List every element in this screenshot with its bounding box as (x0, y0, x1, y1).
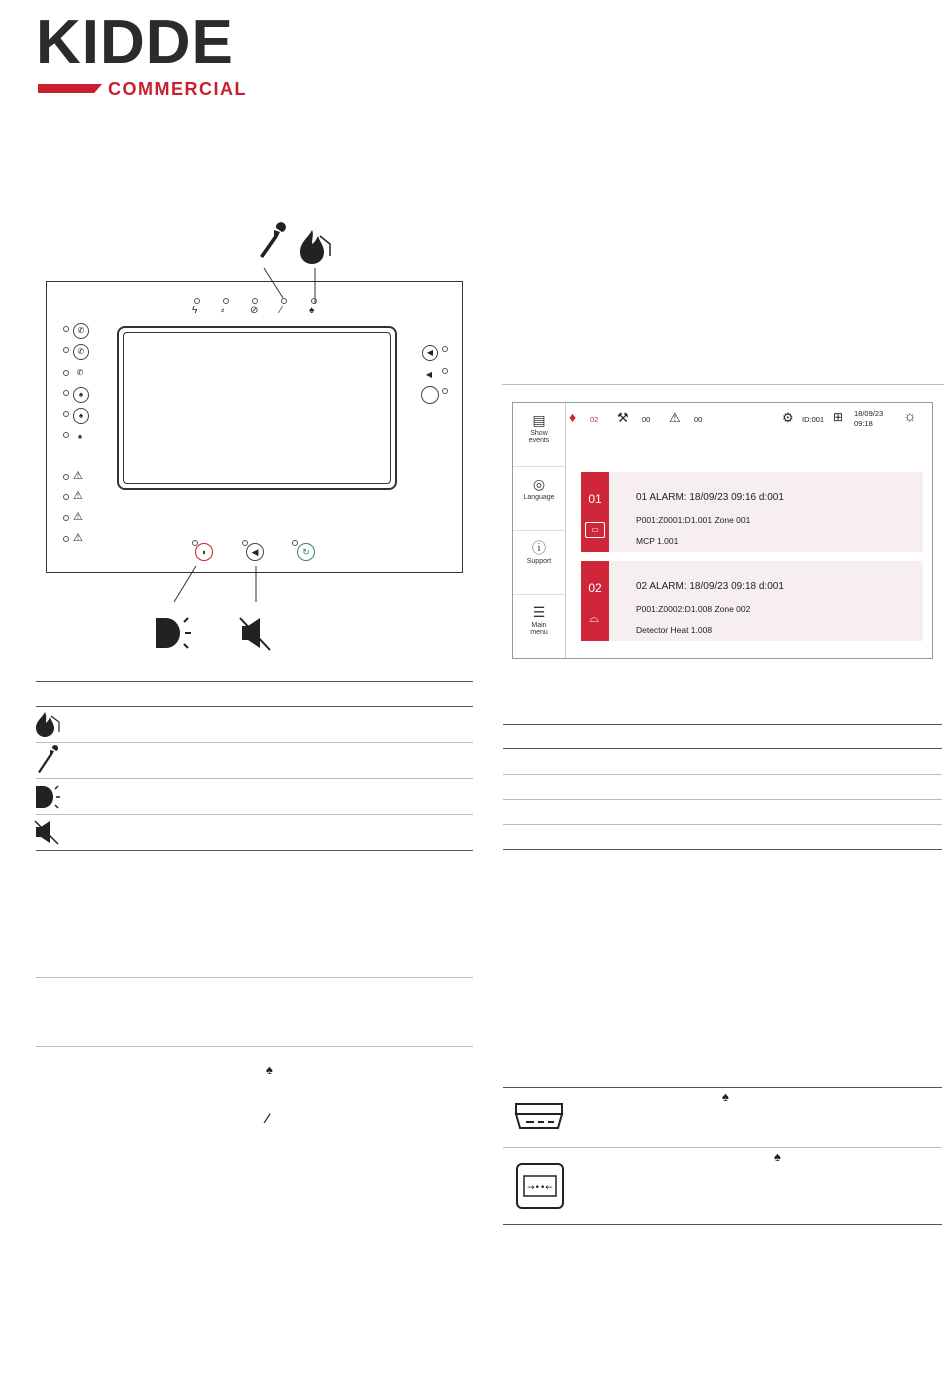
help-icon: ⓘ (532, 540, 546, 556)
globe-icon: ◎ (532, 476, 546, 492)
table-rule (503, 1087, 942, 1088)
wrench-icon: ⁄ (266, 1110, 269, 1126)
table-rule (503, 799, 942, 800)
legend-icons (34, 710, 64, 850)
table-rule (503, 1224, 942, 1225)
sidebar-label: Show (530, 430, 548, 437)
event-line2: P001:Z0002:D1.008 Zone 002 (636, 604, 751, 614)
heat-detector-icon (516, 1104, 562, 1128)
left-led (63, 494, 69, 500)
kidde-logo (36, 8, 266, 100)
table-rule (36, 742, 473, 743)
warning-icon: ⚠ (73, 532, 83, 544)
left-led (63, 515, 69, 521)
right-led (442, 346, 448, 352)
device-icons (512, 1098, 568, 1214)
right-led (442, 368, 448, 374)
sounder-icon (156, 618, 191, 648)
display-screen (512, 402, 933, 659)
sidebar-label: Main (531, 622, 547, 629)
silence-button[interactable]: ◀ (246, 543, 264, 561)
table-rule (503, 724, 942, 725)
fire-house-icon (36, 712, 59, 737)
fault-led (223, 298, 229, 304)
fire-house-icon: ♠ (722, 1089, 729, 1104)
brightness-icon[interactable]: ☼ (903, 408, 917, 425)
sidebar-label: menu (530, 629, 548, 636)
event-number-block (581, 472, 609, 552)
warning-icon: ⚠ (73, 511, 83, 523)
left-led (63, 326, 69, 332)
event-row[interactable] (581, 472, 923, 552)
logo-brand: KIDDE (36, 8, 234, 77)
sounder-icon[interactable]: ◀ (422, 345, 438, 361)
table-rule (503, 748, 942, 749)
fire-house-icon: ♠ (309, 305, 315, 316)
event-line3: Detector Heat 1.008 (636, 625, 713, 635)
fault-icon: ⸗ (221, 305, 225, 316)
silence-led (242, 540, 248, 546)
warning-icon: ⚠ (73, 470, 83, 482)
sidebar-item-main-menu[interactable] (513, 595, 565, 658)
disabled-icon: ⊘ (250, 305, 259, 316)
event-line1: 01 ALARM: 18/09/23 09:16 d:001 (636, 492, 784, 503)
event-line1: 02 ALARM: 18/09/23 09:18 d:001 (636, 581, 784, 592)
sidebar-item-language[interactable] (513, 467, 565, 531)
table-rule (503, 774, 942, 775)
table-rule (503, 1147, 942, 1148)
mcp-icon: ▭ (585, 522, 605, 538)
left-led (63, 347, 69, 353)
status-time: 09:18 (854, 419, 873, 428)
status-date: 18/09/23 (854, 409, 884, 418)
list-icon: ▤ (532, 412, 546, 428)
table-rule (36, 1046, 473, 1047)
event-row[interactable] (581, 561, 923, 641)
event-number: 01 (588, 492, 602, 506)
fire-led (311, 298, 317, 304)
status-bar (566, 403, 932, 437)
fire-count: 02 (590, 415, 599, 424)
control-panel (46, 281, 463, 573)
left-led (63, 432, 69, 438)
alarm-icon: ♠ (77, 432, 83, 441)
table-rule (503, 824, 942, 825)
callout-icons-bottom (150, 560, 280, 655)
reset-led (292, 540, 298, 546)
sidebar-item-show-events[interactable] (513, 403, 565, 467)
disabled-led (252, 298, 258, 304)
menu-icon: ☰ (532, 604, 546, 620)
phone-icon[interactable]: ✆ (73, 344, 89, 360)
power-icon: ϟ (192, 305, 198, 316)
fault-count: 00 (642, 415, 651, 424)
sounder-icon: ◀ (425, 370, 433, 379)
table-rule (36, 977, 473, 978)
left-led (63, 390, 69, 396)
fire-house-icon: ♠ (266, 1062, 273, 1077)
fire-icon: ♦ (569, 409, 577, 425)
sounder-button[interactable]: ◗ (195, 543, 213, 561)
phone-icon[interactable]: ✆ (73, 323, 89, 339)
table-rule (36, 681, 473, 682)
section-rule (502, 384, 944, 385)
phone-wave-icon: ✆ (76, 368, 84, 377)
event-number: 02 (588, 581, 602, 595)
wrench-icon: ⁄ (280, 305, 282, 316)
warning-count: 00 (694, 415, 703, 424)
left-led (63, 536, 69, 542)
wrench-icon: ⚒ (617, 410, 629, 425)
network-icon: ⊞ (833, 410, 844, 424)
left-led (63, 370, 69, 376)
right-led (442, 388, 448, 394)
logo-sub: COMMERCIAL (108, 79, 247, 99)
reset-button[interactable]: ↻ (297, 543, 315, 561)
sidebar-label: Support (526, 558, 552, 565)
alarm-icon[interactable]: ♠ (73, 408, 89, 424)
logo-bar (38, 84, 102, 93)
left-led (63, 474, 69, 480)
test-led (281, 298, 287, 304)
fire-house-icon (300, 230, 330, 264)
left-led (63, 411, 69, 417)
table-rule (36, 706, 473, 707)
table-rule (36, 850, 473, 851)
table-rule (503, 849, 942, 850)
wrench-icon (38, 745, 58, 773)
fire-house-icon: ♠ (774, 1149, 781, 1164)
panel-id: ID:001 (802, 415, 825, 424)
table-rule (36, 814, 473, 815)
silence-icon (35, 821, 58, 844)
gear-icon[interactable]: ⚙ (782, 410, 794, 425)
power-led (194, 298, 200, 304)
table-rule (36, 778, 473, 779)
wrench-icon (260, 222, 286, 258)
sidebar-label: events (528, 437, 550, 444)
blank-button[interactable] (421, 386, 439, 404)
heat-detector-icon: ⌓ (589, 611, 599, 625)
sidebar-item-support[interactable] (513, 531, 565, 595)
svg-text:→••←: →••← (527, 1183, 553, 1193)
event-line2: P001:Z0001:D1.001 Zone 001 (636, 515, 751, 525)
silence-icon (240, 618, 270, 650)
sounder-icon (36, 786, 60, 808)
warning-icon: ⚠ (669, 410, 681, 425)
alarm-icon[interactable]: ♠ (73, 387, 89, 403)
event-line3: MCP 1.001 (636, 536, 679, 546)
display-sidebar (513, 403, 566, 658)
mcp-icon (517, 1164, 563, 1208)
panel-screen (117, 326, 397, 490)
event-number-block (581, 561, 609, 641)
sidebar-label: Language (523, 494, 555, 501)
warning-icon: ⚠ (73, 490, 83, 502)
